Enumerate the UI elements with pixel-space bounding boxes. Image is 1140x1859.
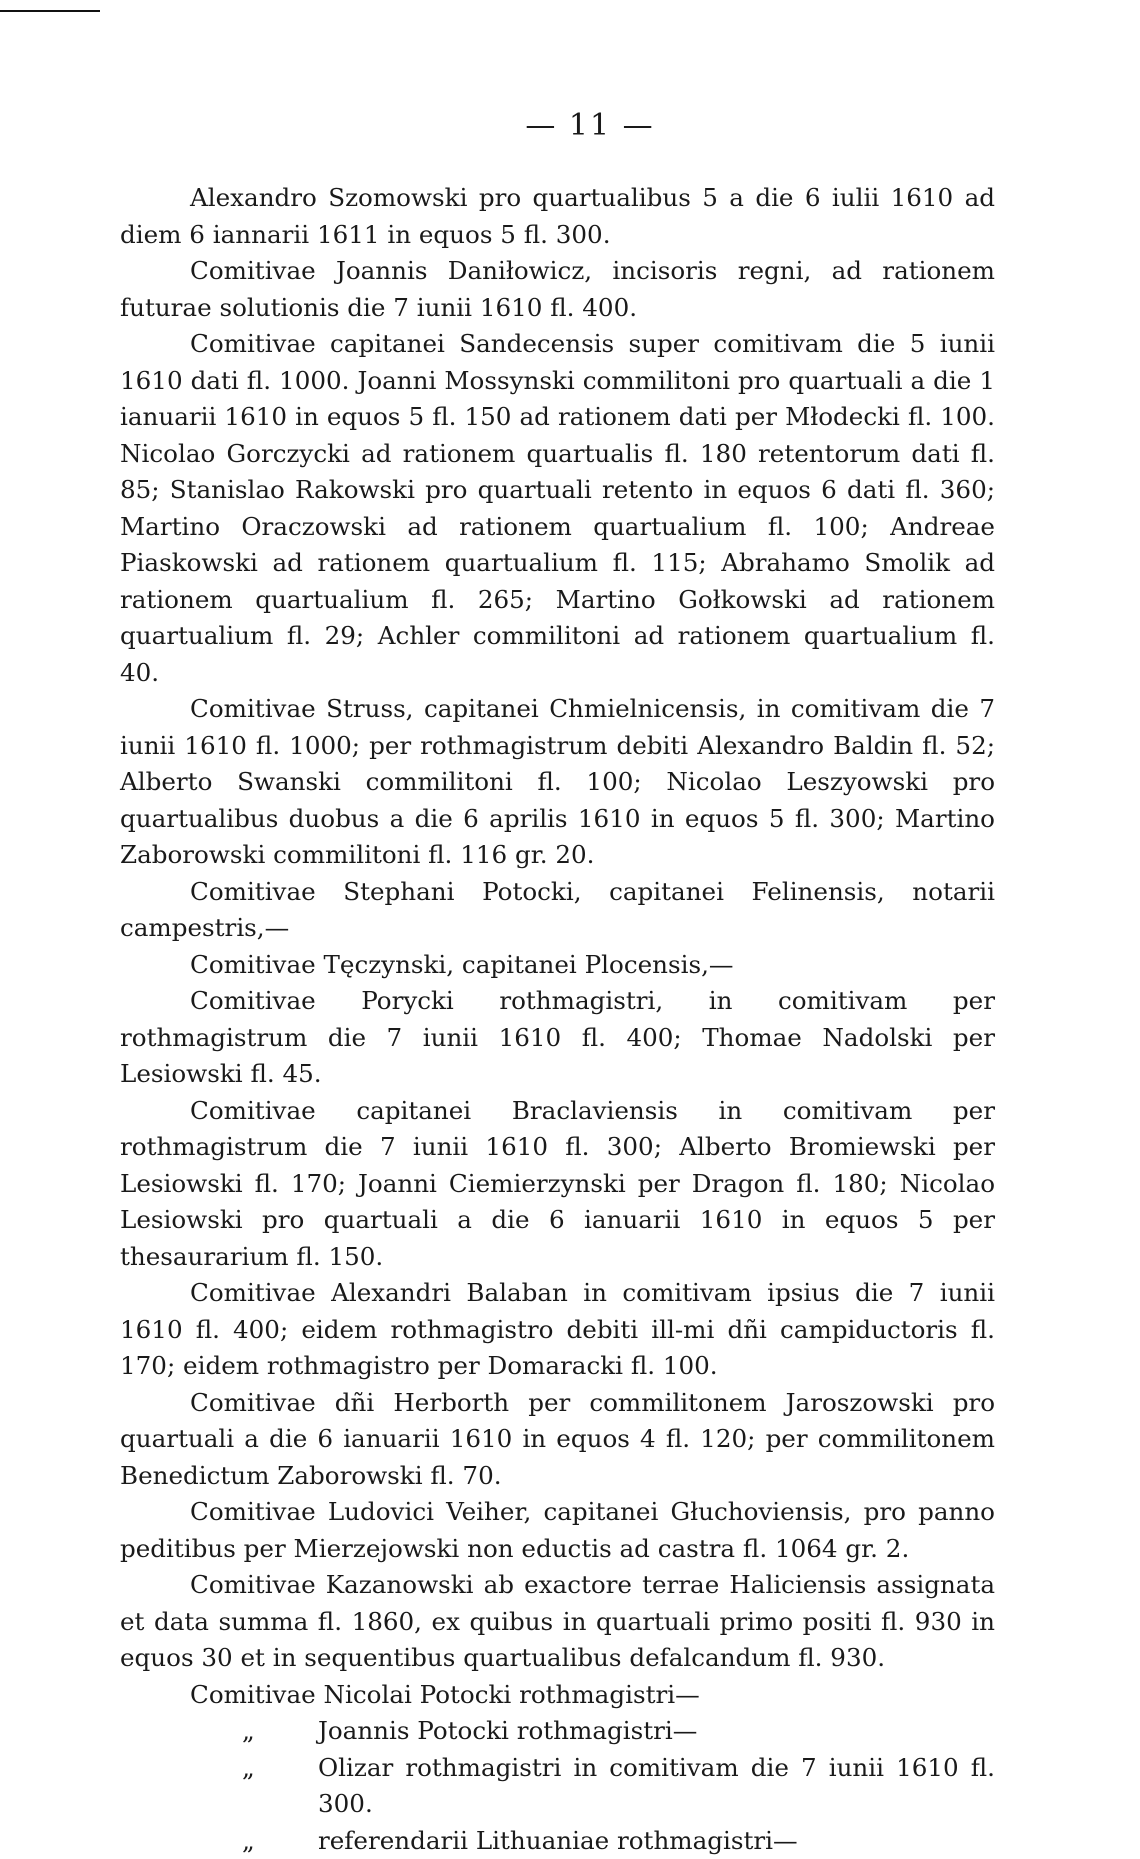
paragraph: Comitivae dñi Herborth per commilitonem Jaroszowski pro quartuali a die 6 ianuarii 1610 in equos 4 fl. 120; per commilitonem Benedictum Zaborowski fl. 70. [120,1385,995,1495]
paragraph: Comitivae capitanei Sandecensis super comitivam die 5 iunii 1610 dati fl. 1000. Joanni Mossynski commilitoni pro quartuali a die 1 ianuarii 1610 in equos 5 fl. 150 ad rationem dati per Młodecki fl. 100. Nicolao Gorczycki ad rationem quartualis fl. 180 retentorum dati fl. 85; Stanislao Rakowski pro quartuali retento in equos 6 dati fl. 360; Martino Oraczowski ad rationem quartualium fl. 100; Andreae Piaskowski ad rationem quartualium fl. 115; Abrahamo Smolik ad rationem quartualium fl. 265; Martino Gołkowski ad rationem quartualium fl. 29; Achler commilitoni ad rationem quartualium fl. 40. [120,326,995,691]
page-number: — 11 — [0,108,1140,143]
paragraph: Comitivae Nicolai Potocki rothmagistri— [120,1677,995,1714]
paragraph: Comitivae Tęczynski, capitanei Plocensis,— [120,947,995,984]
ditto-item-text: Joannis Potocki rothmagistri— [318,1716,697,1745]
top-rule [0,10,100,12]
paragraph: Comitivae capitanei Braclaviensis in comitivam per rothmagistrum die 7 iunii 1610 fl. 300; Alberto Bromiewski per Lesiowski fl. 170; Joanni Ciemierzynski per Dragon fl. 180; Nicolao Lesiowski pro quartuali a die 6 ianuarii 1610 in equos 5 per thesaurarium fl. 150. [120,1093,995,1276]
paragraph: Comitivae Porycki rothmagistri, in comitivam per rothmagistrum die 7 iunii 1610 fl. 400; Thomae Nadolski per Lesiowski fl. 45. [120,983,995,1093]
paragraph: Comitivae Struss, capitanei Chmielnicensis, in comitivam die 7 iunii 1610 fl. 1000; per rothmagistrum debiti Alexandro Baldin fl. 52; Alberto Swanski commilitoni fl. 100; Nicolao Leszyowski pro quartualibus duobus a die 6 aprilis 1610 in equos 5 fl. 300; Martino Zaborowski commilitoni fl. 116 gr. 20. [120,691,995,874]
paragraph: Comitivae Ludovici Veiher, capitanei Głuchoviensis, pro panno peditibus per Mierzejowski non eductis ad castra fl. 1064 gr. 2. [120,1494,995,1567]
ditto-list-item [120,1750,995,1823]
body-text [120,180,995,1859]
paragraph: Alexandro Szomowski pro quartualibus 5 a die 6 iulii 1610 ad diem 6 iannarii 1611 in equos 5 fl. 300. [120,180,995,253]
ditto-mark: „ [242,1823,255,1859]
paragraph: Comitivae Alexandri Balaban in comitivam ipsius die 7 iunii 1610 fl. 400; eidem rothmagistro debiti ill-mi dñi campiductoris fl. 170; eidem rothmagistro per Domaracki fl. 100. [120,1275,995,1385]
paragraph: Comitivae Joannis Daniłowicz, incisoris regni, ad rationem futurae solutionis die 7 iunii 1610 fl. 400. [120,253,995,326]
ditto-list-item [120,1823,995,1859]
ditto-item-text: referendarii Lithuaniae rothmagistri— [318,1826,798,1855]
ditto-mark: „ [242,1713,255,1750]
ditto-list-item [120,1713,995,1750]
ditto-mark: „ [242,1750,255,1787]
ditto-item-text: Olizar rothmagistri in comitivam die 7 iunii 1610 fl. 300. [318,1753,995,1819]
paragraph: Comitivae Kazanowski ab exactore terrae Haliciensis assignata et data summa fl. 1860, ex quibus in quartuali primo positi fl. 930 in equos 30 et in sequentibus quartualibus defalcandum fl. 930. [120,1567,995,1677]
paragraph: Comitivae Stephani Potocki, capitanei Felinensis, notarii campestris,— [120,874,995,947]
